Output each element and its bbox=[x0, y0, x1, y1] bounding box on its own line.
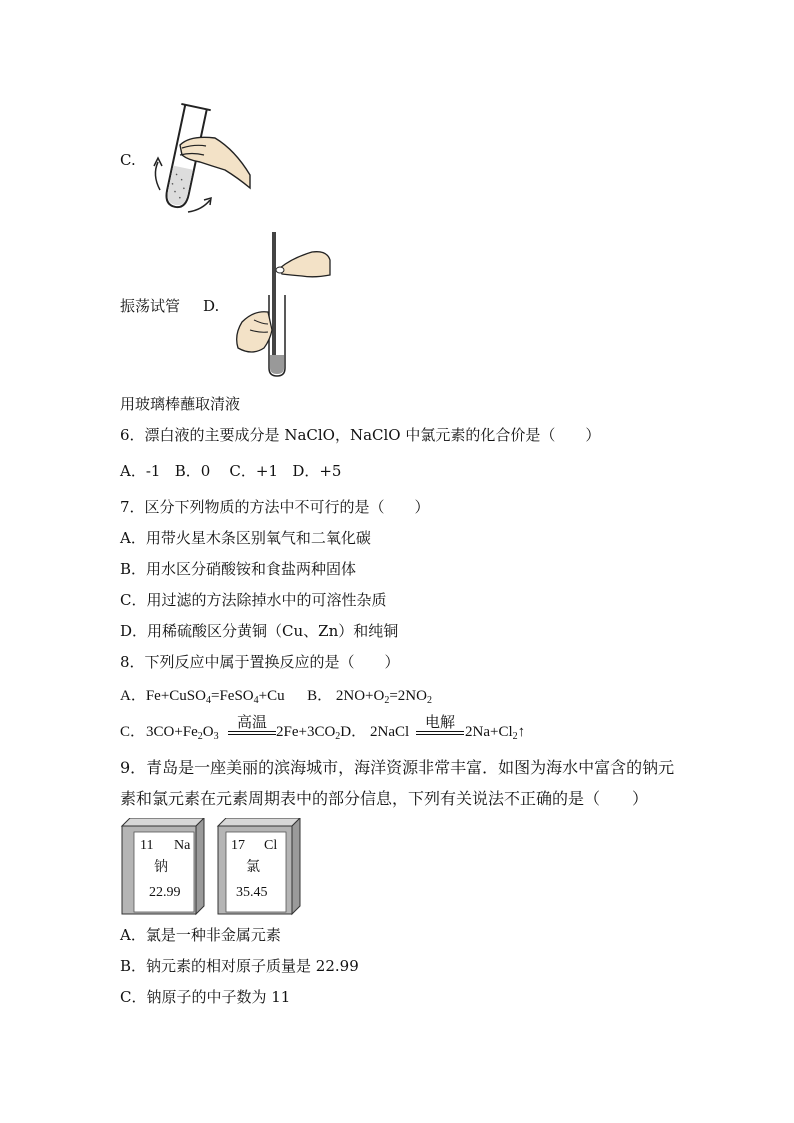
sodium-name: 钠 bbox=[154, 860, 168, 875]
q9-stem-line2: 素和氯元素在元素周期表中的部分信息，下列有关说法不正确的是（ ） bbox=[120, 789, 649, 808]
q6-option-a[interactable]: A．-1 bbox=[120, 462, 161, 480]
q8-b-sub: 2 bbox=[384, 695, 390, 706]
element-tile-chlorine bbox=[218, 818, 300, 914]
q8-d-condition: 电解 bbox=[424, 713, 455, 731]
q8-b-sub2: 2 bbox=[426, 695, 432, 706]
q6-option-c[interactable]: C．+1 bbox=[229, 462, 279, 480]
q7-option-d[interactable]: D．用稀硫酸区分黄铜（Cu、Zn）和纯铜 bbox=[120, 622, 399, 640]
q6-stem: 6．漂白液的主要成分是 NaClO，NaClO 中氯元素的化合价是（ ） bbox=[120, 426, 601, 444]
q8-a-eq: Fe+CuSO bbox=[145, 688, 206, 704]
q8-c-right: $2Fe+3CO_2D$． bbox=[276, 724, 367, 742]
q8-c-condition: 高温 bbox=[236, 713, 267, 731]
sodium-mass: 22.99 bbox=[149, 885, 181, 900]
q8-option-a-b bbox=[120, 686, 432, 706]
caption-c: 振荡试管 bbox=[120, 297, 181, 315]
q8-a-label[interactable]: A． bbox=[120, 688, 146, 704]
q9-option-b[interactable]: B．钠元素的相对原子质量是 22.99 bbox=[120, 957, 359, 975]
q8-d-right: $2Na+Cl_2↑$ bbox=[465, 724, 526, 742]
q6-options bbox=[120, 461, 341, 481]
q9-stem-line1: 9．青岛是一座美丽的滨海城市，海洋资源非常丰富．如图为海水中富含的钠元 bbox=[120, 758, 675, 777]
q8-b-label[interactable]: B． bbox=[307, 688, 333, 704]
q8-d-equals-sign bbox=[416, 731, 464, 735]
q8-b-eq: 2NO+O bbox=[335, 688, 385, 704]
q7-option-c[interactable]: C．用过滤的方法除掉水中的可溶性杂质 bbox=[120, 591, 387, 609]
chlorine-name: 氯 bbox=[246, 860, 260, 875]
shaking-test-tube-illustration bbox=[140, 100, 255, 215]
element-tile-sodium bbox=[122, 818, 204, 914]
chlorine-symbol: Cl bbox=[264, 838, 278, 853]
chlorine-number: 17 bbox=[231, 838, 245, 853]
q8-a-eq3: +Cu bbox=[258, 688, 285, 704]
periodic-table-tiles bbox=[118, 818, 308, 918]
q9-option-c[interactable]: C．钠原子的中子数为 11 bbox=[120, 988, 291, 1006]
q6-option-d[interactable]: D．+5 bbox=[292, 462, 342, 480]
option-d-label: D. bbox=[203, 297, 220, 315]
option-c-label: C. bbox=[120, 151, 136, 169]
q8-c-left: $3CO+Fe_2O_3$ bbox=[146, 724, 219, 742]
glass-rod-illustration bbox=[232, 230, 332, 380]
q8-c-equals-sign bbox=[228, 731, 276, 735]
q7-option-b[interactable]: B．用水区分硝酸铵和食盐两种固体 bbox=[120, 560, 357, 578]
q6-option-b[interactable]: B．0 bbox=[174, 462, 211, 480]
q9-option-a[interactable]: A．氯是一种非金属元素 bbox=[120, 926, 281, 944]
q8-c-label[interactable]: C． bbox=[120, 724, 146, 740]
q8-a-eq2: =FeSO bbox=[210, 688, 254, 704]
caption-d: 用玻璃棒蘸取清液 bbox=[120, 395, 241, 413]
q8-b-eq2: =2NO bbox=[389, 688, 427, 704]
q8-a-sub2: 4 bbox=[253, 695, 259, 706]
sodium-number: 11 bbox=[140, 838, 154, 853]
chlorine-mass: 35.45 bbox=[236, 885, 268, 900]
q7-option-a[interactable]: A．用带火星木条区别氧气和二氧化碳 bbox=[120, 529, 371, 547]
q7-stem: 7．区分下列物质的方法中不可行的是（ ） bbox=[120, 498, 430, 516]
q8-d-left: 2NaCl bbox=[370, 724, 410, 740]
q8-stem: 8．下列反应中属于置换反应的是（ ） bbox=[120, 653, 400, 671]
sodium-symbol: Na bbox=[174, 838, 191, 853]
q8-a-sub: 4 bbox=[205, 695, 211, 706]
